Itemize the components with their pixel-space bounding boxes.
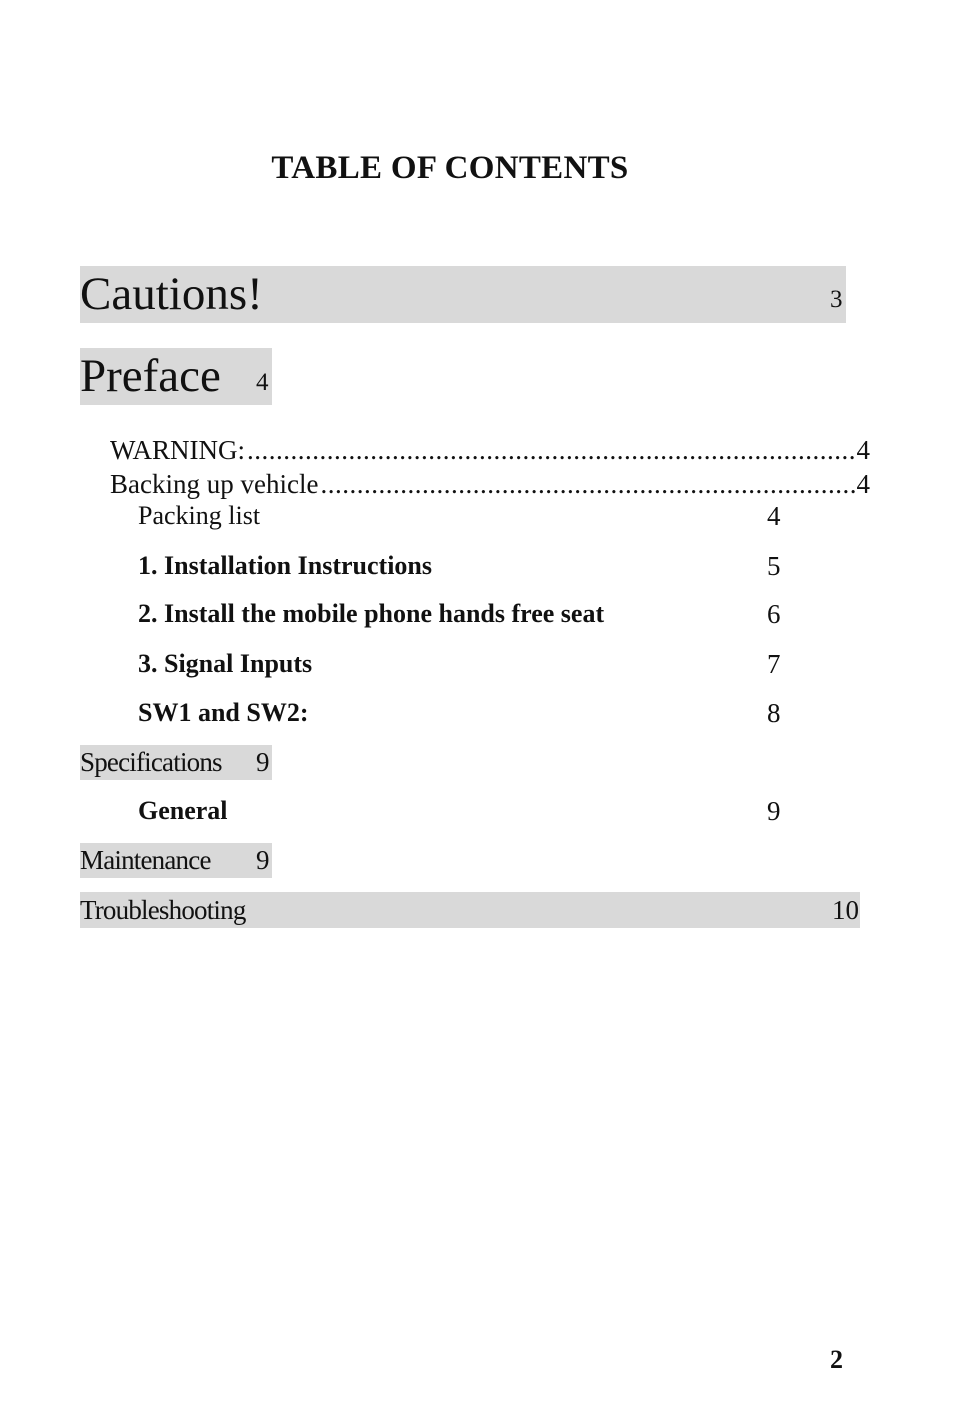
toc-entry-general-page: 9 xyxy=(767,796,781,826)
toc-entry-backing-up-page: 4 xyxy=(856,469,870,499)
toc-entry-cautions-page: 3 xyxy=(830,286,843,313)
toc-entry-install-seat-page: 6 xyxy=(767,599,781,629)
toc-entry-troubleshooting-page: 10 xyxy=(832,895,859,925)
dot-leader xyxy=(320,468,854,500)
toc-entry-installation-label[interactable]: 1. Installation Instructions xyxy=(138,551,432,580)
toc-entry-packing-list-label[interactable]: Packing list xyxy=(138,501,261,530)
page-number: 2 xyxy=(830,1345,843,1374)
toc-entry-sw1-sw2-page: 8 xyxy=(767,698,781,728)
toc-entry-preface-page: 4 xyxy=(256,369,269,396)
toc-entry-troubleshooting-label[interactable]: Troubleshooting xyxy=(80,895,246,925)
toc-entry-sw1-sw2-label[interactable]: SW1 and SW2: xyxy=(138,698,309,727)
toc-entry-signal-inputs-page: 7 xyxy=(767,649,781,679)
toc-entry-installation-page: 5 xyxy=(767,551,781,581)
toc-entry-maintenance-page: 9 xyxy=(256,845,270,875)
toc-entry-preface-label[interactable]: Preface xyxy=(80,350,221,402)
toc-entry-general-label[interactable]: General xyxy=(138,796,228,825)
toc-entry-install-seat-label[interactable]: 2. Install the mobile phone hands free seat xyxy=(138,599,605,628)
toc-entry-specifications-label[interactable]: Specifications xyxy=(80,747,222,777)
dot-leader xyxy=(247,434,855,466)
toc-entry-warning-page: 4 xyxy=(856,435,870,465)
toc-entry-maintenance-label[interactable]: Maintenance xyxy=(80,845,211,875)
toc-entry-backing-up[interactable] xyxy=(110,468,870,500)
toc-entry-warning-label[interactable]: WARNING: xyxy=(110,435,245,465)
toc-entry-signal-inputs-label[interactable]: 3. Signal Inputs xyxy=(138,649,313,678)
toc-entry-cautions-label[interactable]: Cautions! xyxy=(80,268,263,320)
page-title: TABLE OF CONTENTS xyxy=(271,150,629,186)
toc-entry-packing-list-page: 4 xyxy=(767,501,781,531)
toc-entry-warning[interactable] xyxy=(110,434,870,466)
toc-entry-backing-up-label[interactable]: Backing up vehicle xyxy=(110,469,319,499)
toc-entry-specifications-page: 9 xyxy=(256,747,270,777)
